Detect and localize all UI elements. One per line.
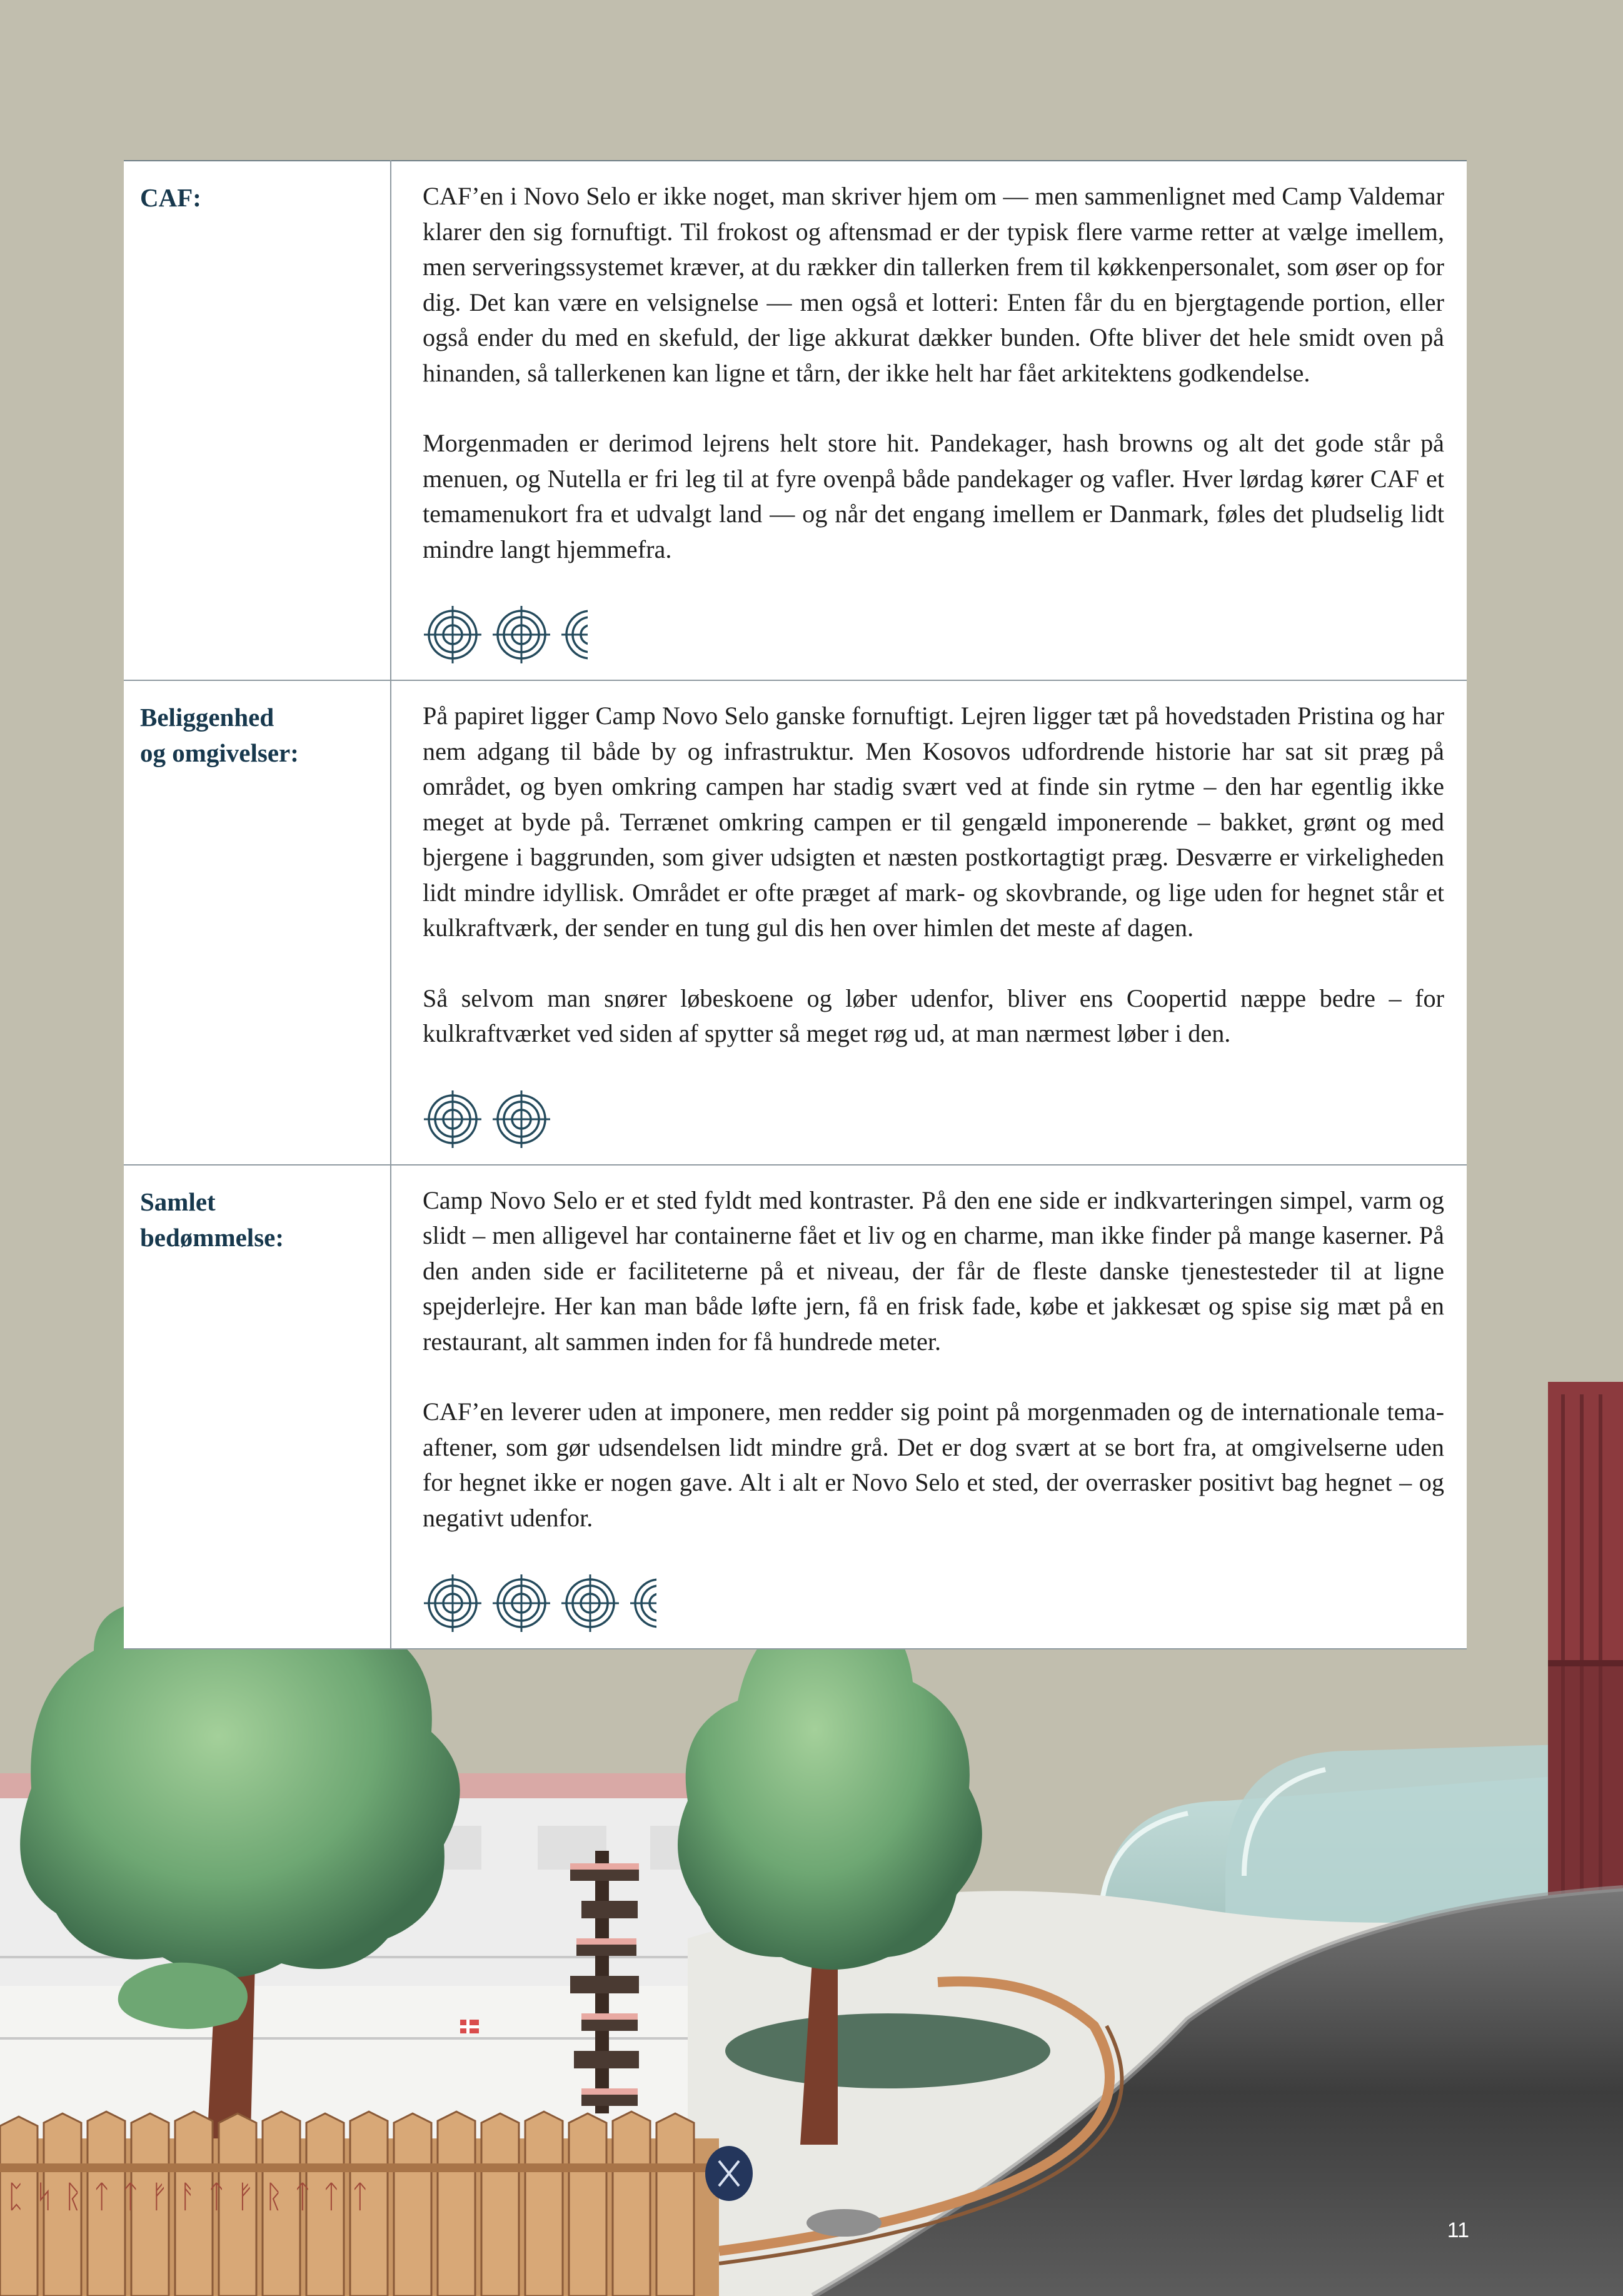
section-label-line: CAF: xyxy=(140,183,201,212)
section-body xyxy=(391,161,1467,680)
shipping-containers xyxy=(1548,1382,1623,1963)
section-paragraph: CAF’en i Novo Selo er ikke noget, man skriver hjem om — men sammenlignet med Camp Valdemar klarer den sig fornuftigt. Til frokost og aftensmad er der typisk flere varme retter at vælge imellem, men serveringssystemet kræver, at du rækker din tallerken frem til køkkenpersonalet, som øser op for dig. Det kan være en velsignelse — men også et lotteri: Enten får du en bjergtagende portion, eller også ender du med en skefuld, der lige akkurat dækker bunden. Ofte bliver det hele smidt oven på hinanden, så tallerkenen kan ligne et tårn, der ikke helt har fået arkitektens godkendelse. xyxy=(423,182,1444,387)
target-icon xyxy=(491,1089,551,1149)
section-body xyxy=(391,680,1467,1165)
section-label-line: Beliggenhed xyxy=(140,703,274,732)
section-body xyxy=(391,1165,1467,1649)
danish-flag-icon xyxy=(460,2020,479,2033)
section-paragraph: Så selvom man snører løbeskoene og løber udenfor, bliver ens Coopertid næppe bedre – for kulkraftværket ved siden af spytter så meget røg ud, at man nærmest løber i den. xyxy=(423,984,1444,1047)
section-label xyxy=(124,161,391,680)
target-icon xyxy=(560,1573,620,1633)
target-icon xyxy=(423,1089,483,1149)
section-paragraph: Morgenmaden er derimod lejrens helt store hit. Pandekager, hash browns og alt det gode står på menuen, og Nutella er fri leg til at fyre ovenpå både pandekager og vafler. Hver lørdag kører CAF et temamenukort fra et udvalgt land — og når det engang imellem er Danmark, føles det pludselig lidt mindre langt hjemmefra. xyxy=(423,429,1444,563)
section-paragraph: CAF’en leverer uden at imponere, men redder sig point på morgenmaden og de internationale tema-aftener, som gør udsendelsen lidt mindre grå. Det er dog svært at se bort fra, at omgivelserne uden for hegnet ikke er nogen gave. Alt i alt er Novo Selo et sted, der overrasker positivt bag hegnet – og negativt udenfor. xyxy=(423,1397,1444,1532)
section-label xyxy=(124,1165,391,1649)
section-label-line: og omgivelser: xyxy=(140,738,299,767)
half-target-icon xyxy=(560,605,588,665)
fence-rune-carvings: ᛈ ᛋ ᚱ ᛏ ᛏ ᚠ ᚨ ᛏ ᚠ ᚱ ᛏ ᛏ ᛏ xyxy=(6,2178,369,2215)
nato-emblem xyxy=(705,2146,753,2201)
page-number: 11 xyxy=(1447,2218,1469,2242)
rating-target-icons xyxy=(423,1087,1444,1164)
review-row xyxy=(124,161,1467,680)
review-row xyxy=(124,680,1467,1165)
section-paragraph: På papiret ligger Camp Novo Selo ganske fornuftigt. Lejren ligger tæt på hovedstaden Pristina og har nem adgang til både by og infrastruktur. Men Kosovos udfordrende historie har sat sit præg på området, og byen omkring campen har stadig svært ved at finde sin rytme – den har egentlig ikke meget at byde på. Terrænet omkring campen er til gengæld imponerende – bakket, grønt og med bjergene i baggrunden, som giver udsigten et næsten postkortagtigt præg. Desværre er virkeligheden lidt mindre idyllisk. Området er ofte præget af mark- og skovbrande, og lige uden for hegnet står et kulkraftværk, der sender en tung gul dis hen over himlen det meste af dagen. xyxy=(423,702,1444,942)
review-rows xyxy=(124,161,1467,1649)
target-icon xyxy=(423,1573,483,1633)
review-table xyxy=(124,160,1467,1649)
target-icon xyxy=(491,1573,551,1633)
half-target-icon xyxy=(629,1573,656,1633)
section-label xyxy=(124,680,391,1165)
section-paragraph: Camp Novo Selo er et sted fyldt med kontraster. På den ene side er indkvarteringen simpel, varm og slidt – men alligevel har containerne fået et liv og en charme, man ikke finder på mange kaserner. På den anden side er faciliteterne på et niveau, der får de fleste danske tjenestesteder til at ligne spejderlejre. Her kan man både løfte jern, få en frisk fade, købe et jakkesæt og spise sig mæt på en restaurant, alt sammen inden for få hundrede meter. xyxy=(423,1186,1444,1356)
section-label-line: Samlet xyxy=(140,1187,216,1216)
rating-target-icons xyxy=(423,1571,1444,1648)
review-row xyxy=(124,1165,1467,1649)
target-icon xyxy=(423,605,483,665)
target-icon xyxy=(491,605,551,665)
section-label-line: bedømmelse: xyxy=(140,1222,284,1252)
rating-target-icons xyxy=(423,602,1444,680)
